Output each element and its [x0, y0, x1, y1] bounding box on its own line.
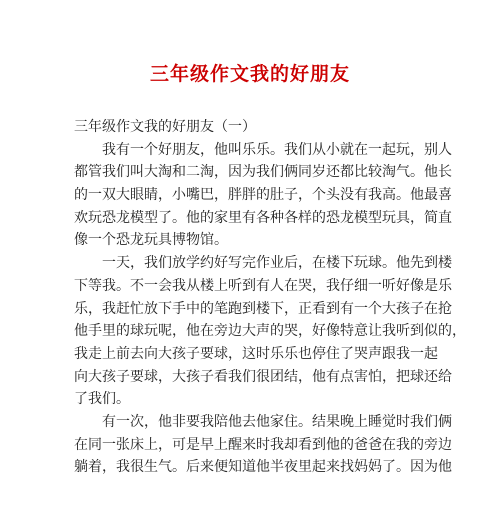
paragraph-line: 乐，我赶忙放下手中的笔跑到楼下，正看到有一个大孩子在抢 — [74, 300, 452, 317]
document-body — [74, 116, 466, 479]
paragraph-line: 有一次，他非要我陪他去他家住。结果晚上睡觉时我们俩 — [74, 413, 452, 430]
paragraph-line: 的一双大眼睛，小嘴巴，胖胖的肚子，个头没有我高。他最喜 — [74, 187, 452, 204]
document-title: 三年级作文我的好朋友 — [149, 63, 350, 85]
paragraph-line: 下等我。不一会我从楼上听到有人在哭，我仔细一听好像是乐 — [74, 277, 452, 294]
paragraph — [74, 252, 466, 411]
paragraph-line: 像一个恐龙玩具博物馆。 — [74, 232, 228, 249]
paragraph — [74, 411, 452, 479]
paragraph — [74, 139, 452, 252]
paragraph-line: 都管我们叫大淘和二淘，因为我们俩同岁还都比较淘气。他长 — [74, 164, 452, 181]
paragraph-line: 欢玩恐龙模型了。他的家里有各种各样的恐龙模型玩具，简直 — [74, 209, 452, 226]
paragraph-line: 一天，我们放学约好写完作业后，在楼下玩球。他先到楼 — [74, 255, 452, 272]
paragraph-line: 了我们。 — [74, 391, 130, 408]
paragraph-line: 躺着，我很生气。后来便知道他半夜里起来找妈妈了。因为他 — [74, 459, 452, 476]
paragraph-line: 我走上前去向大孩子要球，这时乐乐也停住了哭声跟我一起 — [74, 345, 438, 362]
paragraph-line: 在同一张床上，可是早上醒来时我却看到他的爸爸在我的旁边 — [74, 436, 452, 453]
paragraph-line: 我有一个好朋友，他叫乐乐。我们从小就在一起玩，别人 — [74, 141, 452, 158]
paragraph-line: 他手里的球玩呢，他在旁边大声的哭，好像特意让我听到似的， — [74, 323, 466, 340]
section-heading: 三年级作文我的好朋友（一） — [74, 119, 256, 135]
paragraph-line: 向大孩子要球，大孩子看我们很团结，他有点害怕，把球还给 — [74, 368, 452, 385]
